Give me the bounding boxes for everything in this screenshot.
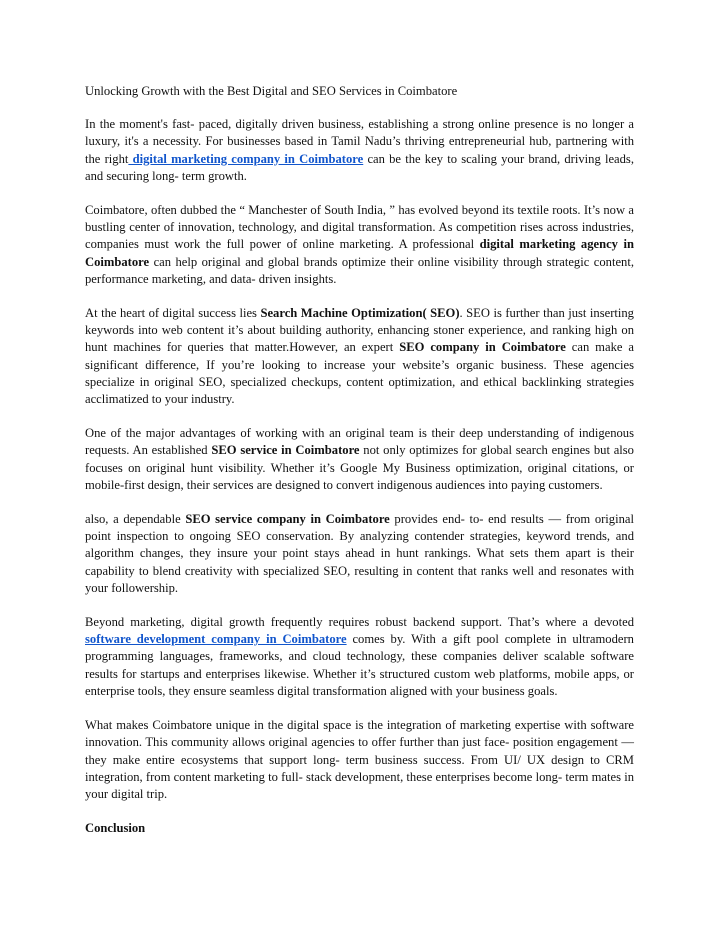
- document-page: [85, 83, 634, 837]
- paragraph-local-team: [85, 425, 634, 494]
- paragraph-text: One of the major advantages of working with an original team is their deep understanding of indigenous requests. An established: [85, 426, 634, 458]
- bold-phrase: digital marketing agency in Coimbatore: [85, 237, 634, 269]
- paragraph-text: In the moment's fast- paced, digitally driven business, establishing a strong online presence is no longer a luxury, it's a necessity. For businesses based in Tamil Nadu’s thriving entrepreneurial hub, partnering with the right: [85, 117, 634, 166]
- paragraph-text: . SEO is further than just inserting keywords into web content it’s about building authority, enhancing stoner experience, and ranking high on hunt machines for queries that matter.However, an expert: [85, 306, 634, 355]
- software-development-company-link[interactable]: software development company in Coimbatore: [85, 632, 347, 647]
- bold-phrase: SEO company in Coimbatore: [399, 340, 566, 355]
- paragraph-seo: [85, 305, 634, 408]
- paragraph-text: At the heart of digital success lies: [85, 306, 261, 321]
- paragraph-unique: [85, 717, 634, 803]
- digital-marketing-company-link[interactable]: digital marketing company in Coimbatore: [128, 151, 364, 166]
- paragraph-text: What makes Coimbatore unique in the digital space is the integration of marketing expertise with software innovation. This community allows original agencies to offer further than just face- position engagement — they make entire ecosystems that support long- term business success. From UI/ UX design to CRM integration, from content marketing to full- stack development, these enterprises become long- term mates in your digital trip.: [85, 718, 634, 801]
- paragraph-text: comes by. With a gift pool complete in ultramodern programming languages, frameworks, and cloud technology, these companies deliver scalable software results for startups and enterprises likewise. Whether it’s structured custom web platforms, mobile apps, or enterprise tools, they ensure seamless digital transformation aligned with your business goals.: [85, 632, 634, 698]
- paragraph-text: also, a dependable: [85, 512, 186, 527]
- bold-phrase: SEO service in Coimbatore: [211, 443, 360, 458]
- paragraph-text: can make a significant difference, If you’re looking to increase your website’s organic business. These agencies specialize in original SEO, specialized checkups, content optimization, and ethical backlinking strategies acclimatized to your industry.: [85, 340, 634, 407]
- bold-phrase: SEO service company in Coimbatore: [185, 512, 390, 527]
- paragraph-text: Coimbatore, often dubbed the “ Manchester of South India, ” has evolved beyond its textile roots. It’s now a bustling center of innovation, technology, and digital transformation. As competition rises across industries, companies must work the full power of online marketing. A professional: [85, 203, 634, 252]
- conclusion-heading: Conclusion: [85, 821, 146, 836]
- paragraph-text: can help original and global brands optimize their online visibility through strategic content, performance marketing, and data- driven insights.: [85, 254, 634, 286]
- document-title: Unlocking Growth with the Best Digital and SEO Services in Coimbatore: [85, 84, 458, 98]
- paragraph-intro: [85, 116, 634, 185]
- paragraph-text: Beyond marketing, digital growth frequently requires robust backend support. That’s where a devoted: [85, 615, 634, 630]
- paragraph-seo-service: [85, 511, 634, 597]
- paragraph-software: [85, 614, 634, 700]
- paragraph-text: not only optimizes for global search engines but also focuses on original hunt visibility. Whether it’s Google My Business optimization, original citations, or mobile-first design, their services are designed to convert indigenous audiences into paying customers.: [85, 443, 634, 492]
- paragraph-coimbatore: [85, 202, 634, 288]
- paragraph-text: can be the key to scaling your brand, driving leads, and securing long- term growth.: [85, 151, 634, 183]
- bold-phrase: Search Machine Optimization( SEO): [260, 306, 460, 321]
- paragraph-text: provides end- to- end results — from original point inspection to ongoing SEO conservation. By analyzing contender strategies, keyword trends, and algorithm changes, they insure your point stays ahead in hunt rankings. What sets them apart is their capability to blend creativity with specialized SEO, resulting in content that ranks well and resonates with your followership.: [85, 512, 634, 595]
